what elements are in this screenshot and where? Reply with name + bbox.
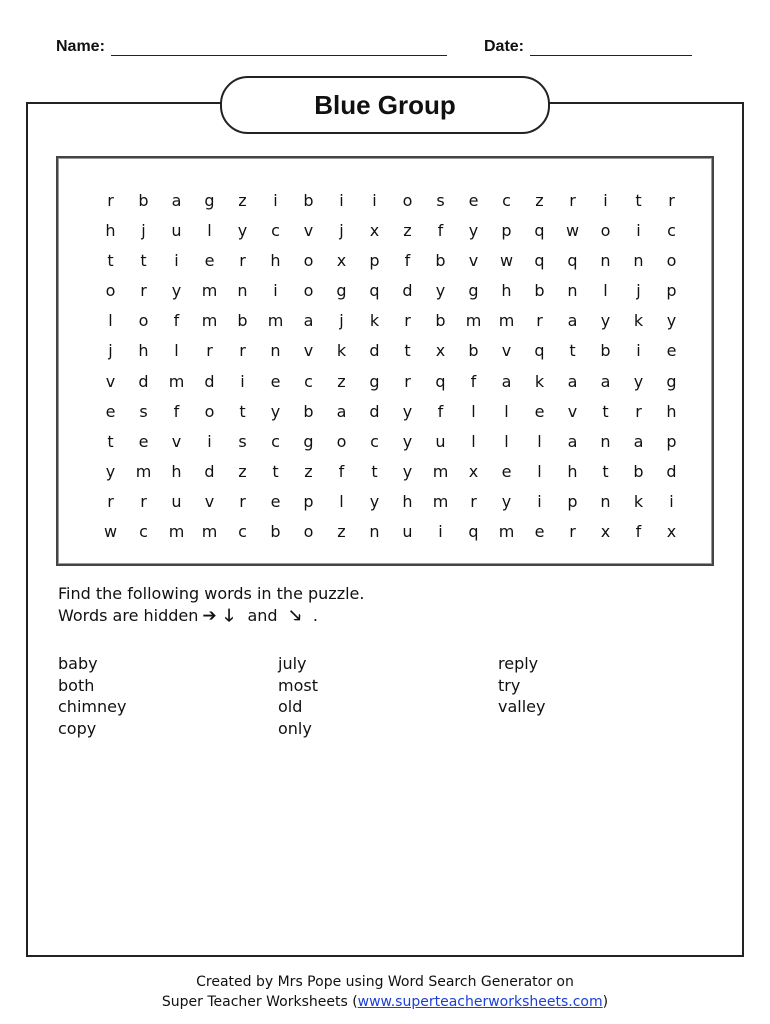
grid-letter[interactable]: j	[339, 221, 344, 241]
date-label: Date:	[484, 38, 525, 55]
instructions-line-2	[58, 605, 364, 627]
grid-letter[interactable]: g	[336, 281, 347, 301]
grid-letter[interactable]: d	[369, 401, 380, 421]
grid-letter[interactable]: l	[471, 401, 476, 421]
grid-letter[interactable]: n	[567, 281, 578, 301]
grid-letter[interactable]: f	[173, 401, 180, 421]
grid-letter[interactable]: o	[402, 191, 413, 210]
grid-letter[interactable]: n	[270, 341, 281, 361]
grid-letter[interactable]: o	[138, 311, 149, 331]
grid-letter[interactable]: h	[138, 341, 149, 361]
word-list-item: only	[278, 718, 312, 738]
grid-letter[interactable]: d	[402, 281, 413, 301]
grid-letter[interactable]: d	[204, 461, 215, 481]
grid-letter[interactable]: e	[138, 431, 149, 451]
grid-letter[interactable]: m	[465, 311, 482, 331]
grid-letter[interactable]: y	[501, 491, 512, 511]
grid-letter[interactable]: f	[635, 522, 642, 542]
grid-letter[interactable]: y	[369, 491, 380, 511]
grid-letter[interactable]: e	[204, 251, 215, 271]
grid-letter[interactable]: r	[206, 341, 213, 361]
grid-letter[interactable]: m	[201, 281, 218, 301]
grid-letter[interactable]: x	[600, 522, 611, 542]
grid-letter[interactable]: l	[471, 431, 476, 451]
grid-letter[interactable]: c	[304, 371, 313, 391]
grid-letter[interactable]: i	[273, 281, 278, 301]
grid-letter[interactable]: m	[498, 311, 515, 331]
grid-letter[interactable]: z	[403, 221, 412, 241]
grid-letter[interactable]: e	[468, 191, 479, 210]
grid-letter[interactable]: i	[438, 522, 443, 542]
grid-letter[interactable]: k	[633, 491, 644, 511]
grid-letter[interactable]: r	[107, 491, 114, 511]
grid-letter[interactable]: t	[272, 461, 279, 481]
arrow-down-icon: 🡓	[224, 606, 234, 626]
grid-letter[interactable]: y	[402, 431, 413, 451]
grid-letter[interactable]: r	[404, 311, 411, 331]
grid-letter[interactable]: y	[402, 461, 413, 481]
grid-letter[interactable]: c	[667, 221, 676, 241]
grid-letter[interactable]: t	[569, 341, 576, 361]
grid-letter[interactable]: p	[666, 431, 677, 451]
grid-letter[interactable]: g	[369, 371, 380, 391]
grid-letter[interactable]: m	[498, 522, 515, 542]
grid-letter[interactable]: v	[204, 491, 215, 511]
grid-letter[interactable]: r	[470, 491, 477, 511]
grid-letter[interactable]: c	[271, 431, 280, 451]
word-list-item: copy	[58, 718, 97, 738]
footer-link[interactable]: www.superteacherworksheets.com	[357, 994, 603, 1010]
grid-letter[interactable]: q	[567, 251, 578, 271]
grid-letter[interactable]: f	[470, 371, 477, 391]
footer-line-2	[0, 992, 770, 1012]
grid-letter[interactable]: g	[666, 371, 677, 391]
word-list-column-3	[498, 653, 545, 718]
grid-letter[interactable]: h	[567, 461, 578, 481]
grid-letter[interactable]: t	[107, 251, 114, 271]
grid-letter[interactable]: y	[666, 311, 677, 331]
grid-letter[interactable]: r	[569, 522, 576, 542]
grid-letter[interactable]: z	[337, 522, 346, 542]
grid-letter[interactable]: r	[239, 491, 246, 511]
letter-grid	[94, 186, 688, 547]
grid-letter[interactable]: s	[436, 191, 445, 210]
grid-letter[interactable]: k	[633, 311, 644, 331]
grid-letter[interactable]: l	[339, 491, 344, 511]
word-list-column-2	[278, 653, 318, 739]
grid-letter[interactable]: s	[139, 401, 148, 421]
grid-letter[interactable]: v	[501, 341, 512, 361]
grid-letter[interactable]: k	[336, 341, 347, 361]
grid-letter[interactable]: o	[303, 281, 314, 301]
grid-letter[interactable]: j	[636, 281, 641, 301]
grid-letter[interactable]: a	[501, 371, 512, 391]
grid-letter[interactable]: q	[534, 341, 545, 361]
grid-letter[interactable]: u	[402, 522, 413, 542]
footer-credit	[0, 972, 770, 1012]
grid-letter[interactable]: t	[404, 341, 411, 361]
grid-letter[interactable]: w	[499, 251, 514, 271]
instructions-line-1: Find the following words in the puzzle.	[58, 584, 365, 603]
grid-letter[interactable]: b	[468, 341, 479, 361]
worksheet-title	[220, 76, 550, 134]
grid-letter[interactable]: i	[207, 431, 212, 451]
grid-letter[interactable]: v	[105, 371, 116, 391]
grid-letter[interactable]: h	[402, 491, 413, 511]
grid-letter[interactable]: m	[267, 311, 284, 331]
grid-letter[interactable]: x	[468, 461, 479, 481]
title-text: Blue Group	[314, 89, 456, 120]
grid-letter[interactable]: d	[204, 371, 215, 391]
grid-letter[interactable]: i	[636, 221, 641, 241]
grid-letter[interactable]: l	[537, 461, 542, 481]
grid-letter[interactable]: o	[600, 221, 611, 241]
grid-letter[interactable]: k	[534, 371, 545, 391]
grid-letter[interactable]: y	[402, 401, 413, 421]
grid-letter[interactable]: v	[171, 431, 182, 451]
grid-letter[interactable]: x	[369, 221, 380, 241]
grid-letter[interactable]: r	[569, 191, 576, 210]
grid-letter[interactable]: r	[668, 191, 675, 210]
grid-letter[interactable]: m	[168, 371, 185, 391]
grid-letter[interactable]: y	[600, 311, 611, 331]
grid-letter[interactable]: m	[201, 311, 218, 331]
grid-letter[interactable]: l	[108, 311, 113, 331]
grid-letter[interactable]: a	[567, 431, 578, 451]
grid-letter[interactable]: q	[435, 371, 446, 391]
grid-letter[interactable]: q	[534, 251, 545, 271]
grid-letter[interactable]: a	[171, 191, 182, 210]
footer-line-1: Created by Mrs Pope using Word Search Generator on	[196, 974, 574, 990]
grid-letter[interactable]: e	[666, 341, 677, 361]
grid-letter[interactable]: w	[565, 221, 580, 241]
grid-letter[interactable]: e	[270, 371, 281, 391]
grid-letter[interactable]: c	[370, 431, 379, 451]
footer-suffix: )	[602, 994, 609, 1010]
grid-letter[interactable]: y	[633, 371, 644, 391]
grid-letter[interactable]: r	[239, 251, 246, 271]
grid-letter[interactable]: d	[666, 461, 677, 481]
grid-letter[interactable]: l	[207, 221, 212, 241]
word-list-item: chimney	[58, 697, 127, 716]
grid-letter[interactable]: e	[270, 491, 281, 511]
grid-letter[interactable]: h	[171, 461, 182, 481]
grid-letter[interactable]: y	[237, 221, 248, 241]
grid-letter[interactable]: i	[537, 491, 542, 511]
grid-letter[interactable]: m	[201, 522, 218, 542]
instructions	[58, 583, 364, 627]
grid-letter[interactable]: c	[502, 191, 511, 210]
grid-letter[interactable]: b	[138, 191, 149, 210]
grid-letter[interactable]: q	[369, 281, 380, 301]
footer-prefix: Super Teacher Worksheets (	[161, 994, 358, 1010]
grid-letter[interactable]: y	[171, 281, 182, 301]
grid-letter[interactable]: o	[336, 431, 347, 451]
grid-letter[interactable]: r	[140, 491, 147, 511]
instructions-and: and	[247, 606, 278, 625]
instructions-suffix: .	[312, 606, 318, 625]
grid-letter[interactable]: a	[567, 371, 578, 391]
grid-letter[interactable]: w	[103, 522, 118, 542]
grid-letter[interactable]: e	[534, 522, 545, 542]
grid-letter[interactable]: r	[140, 281, 147, 301]
grid-letter[interactable]: b	[270, 522, 281, 542]
word-list-item: baby	[58, 654, 98, 673]
grid-letter[interactable]: m	[168, 522, 185, 542]
worksheet-header	[56, 38, 716, 66]
grid-letter[interactable]: r	[635, 401, 642, 421]
grid-letter[interactable]: h	[270, 251, 281, 271]
grid-letter[interactable]: t	[371, 461, 378, 481]
grid-letter[interactable]: t	[239, 401, 246, 421]
word-list-column-1	[58, 653, 126, 739]
grid-letter[interactable]: n	[600, 491, 611, 511]
grid-letter[interactable]: d	[138, 371, 149, 391]
grid-letter[interactable]: i	[240, 371, 245, 391]
grid-letter[interactable]: h	[666, 401, 677, 421]
arrow-right-icon: ➔	[202, 606, 217, 626]
grid-letter[interactable]: i	[273, 191, 278, 210]
grid-letter[interactable]: y	[468, 221, 479, 241]
grid-letter[interactable]: r	[536, 311, 543, 331]
grid-letter[interactable]: u	[171, 491, 182, 511]
grid-letter[interactable]: b	[435, 311, 446, 331]
grid-letter[interactable]: r	[107, 191, 114, 210]
grid-letter[interactable]: b	[600, 341, 611, 361]
grid-letter[interactable]: o	[204, 401, 215, 421]
grid-letter[interactable]: i	[636, 341, 641, 361]
grid-letter[interactable]: z	[535, 191, 544, 210]
word-list-item: valley	[498, 697, 546, 716]
grid-letter[interactable]: n	[600, 431, 611, 451]
grid-letter[interactable]: b	[633, 461, 644, 481]
grid-letter[interactable]: m	[432, 461, 449, 481]
grid-letter[interactable]: u	[435, 431, 446, 451]
grid-letter[interactable]: f	[173, 311, 180, 331]
word-list-item: july	[278, 654, 307, 673]
grid-letter[interactable]: u	[171, 221, 182, 241]
grid-letter[interactable]: l	[603, 281, 608, 301]
grid-letter[interactable]: v	[468, 251, 479, 271]
grid-letter[interactable]: f	[437, 401, 444, 421]
grid-letter[interactable]: t	[602, 461, 609, 481]
grid-letter[interactable]: m	[432, 491, 449, 511]
grid-letter[interactable]: k	[369, 311, 380, 331]
grid-letter[interactable]: i	[372, 191, 377, 210]
grid-letter[interactable]: o	[666, 251, 677, 271]
grid-letter[interactable]: p	[567, 491, 578, 511]
grid-letter[interactable]: p	[303, 491, 314, 511]
grid-letter[interactable]: x	[666, 522, 677, 542]
name-field	[56, 38, 447, 56]
grid-letter[interactable]: e	[105, 401, 116, 421]
grid-letter[interactable]: n	[237, 281, 248, 301]
grid-letter[interactable]: a	[303, 311, 314, 331]
name-blank-line[interactable]	[111, 39, 447, 56]
grid-letter[interactable]: x	[336, 251, 347, 271]
grid-letter[interactable]: i	[669, 491, 674, 511]
grid-letter[interactable]: j	[141, 221, 146, 241]
grid-letter[interactable]: c	[271, 221, 280, 241]
grid-letter[interactable]: b	[303, 191, 314, 210]
grid-letter[interactable]: c	[139, 522, 148, 542]
grid-letter[interactable]: l	[174, 341, 179, 361]
grid-letter[interactable]: y	[435, 281, 446, 301]
word-search-box	[56, 156, 714, 566]
grid-letter[interactable]: e	[534, 401, 545, 421]
grid-letter[interactable]: y	[105, 461, 116, 481]
word-list-item: try	[498, 675, 521, 695]
grid-letter[interactable]: n	[633, 251, 644, 271]
grid-letter[interactable]: b	[534, 281, 545, 301]
grid-letter[interactable]: f	[404, 251, 411, 271]
grid-letter[interactable]: v	[303, 341, 314, 361]
grid-letter[interactable]: g	[303, 431, 314, 451]
word-list-item: both	[58, 675, 95, 695]
date-blank-line[interactable]	[530, 39, 692, 56]
grid-letter[interactable]: t	[140, 251, 147, 271]
grid-letter[interactable]: y	[270, 401, 281, 421]
grid-letter[interactable]: h	[105, 221, 116, 241]
grid-letter[interactable]: d	[369, 341, 380, 361]
grid-letter[interactable]: b	[237, 311, 248, 331]
grid-letter[interactable]: c	[238, 522, 247, 542]
grid-letter[interactable]: n	[369, 522, 380, 542]
instructions-prefix: Words are hidden	[58, 606, 199, 625]
grid-letter[interactable]: a	[633, 431, 644, 451]
grid-letter[interactable]: o	[303, 522, 314, 542]
grid-letter[interactable]: n	[600, 251, 611, 271]
grid-letter[interactable]: o	[303, 251, 314, 271]
grid-letter[interactable]: v	[567, 401, 578, 421]
grid-letter[interactable]: m	[135, 461, 152, 481]
grid-letter[interactable]: t	[635, 191, 642, 210]
grid-letter[interactable]: o	[105, 281, 116, 301]
grid-letter[interactable]: l	[504, 431, 509, 451]
grid-letter[interactable]: f	[338, 461, 345, 481]
grid-letter[interactable]: j	[108, 341, 113, 361]
grid-letter[interactable]: j	[339, 311, 344, 331]
word-list-item: old	[278, 697, 303, 716]
grid-letter[interactable]: x	[435, 341, 446, 361]
word-list-item: most	[278, 675, 318, 695]
grid-letter[interactable]: a	[567, 311, 578, 331]
grid-letter[interactable]: e	[501, 461, 512, 481]
grid-letter[interactable]: v	[303, 221, 314, 241]
grid-letter[interactable]: l	[504, 401, 509, 421]
word-list-item: reply	[498, 654, 539, 673]
grid-letter[interactable]: t	[107, 431, 114, 451]
grid-letter[interactable]: t	[602, 401, 609, 421]
grid-letter[interactable]: i	[339, 191, 344, 210]
grid-letter[interactable]: g	[468, 281, 479, 301]
grid-letter[interactable]: h	[501, 281, 512, 301]
grid-letter[interactable]: r	[239, 341, 246, 361]
grid-letter[interactable]: q	[534, 221, 545, 241]
grid-letter[interactable]: i	[174, 251, 179, 271]
grid-letter[interactable]: a	[336, 401, 347, 421]
grid-letter[interactable]: i	[603, 191, 608, 210]
grid-letter[interactable]: g	[204, 191, 215, 210]
grid-letter[interactable]: b	[303, 401, 314, 421]
grid-letter[interactable]: p	[369, 251, 380, 271]
grid-letter[interactable]: l	[537, 431, 542, 451]
grid-letter[interactable]: r	[404, 371, 411, 391]
grid-letter[interactable]: q	[468, 522, 479, 542]
name-label: Name:	[56, 38, 105, 55]
grid-letter[interactable]: a	[600, 371, 611, 391]
grid-letter[interactable]: f	[437, 221, 444, 241]
grid-letter[interactable]: s	[238, 431, 247, 451]
grid-letter[interactable]: p	[501, 221, 512, 241]
grid-letter[interactable]: z	[337, 371, 346, 391]
grid-letter[interactable]: z	[238, 191, 247, 210]
grid-letter[interactable]: z	[238, 461, 247, 481]
grid-letter[interactable]: z	[304, 461, 313, 481]
grid-letter[interactable]: b	[435, 251, 446, 271]
date-field	[484, 38, 692, 56]
arrow-diagonal-down-right-icon: 🡖	[289, 606, 301, 626]
grid-letter[interactable]: p	[666, 281, 677, 301]
